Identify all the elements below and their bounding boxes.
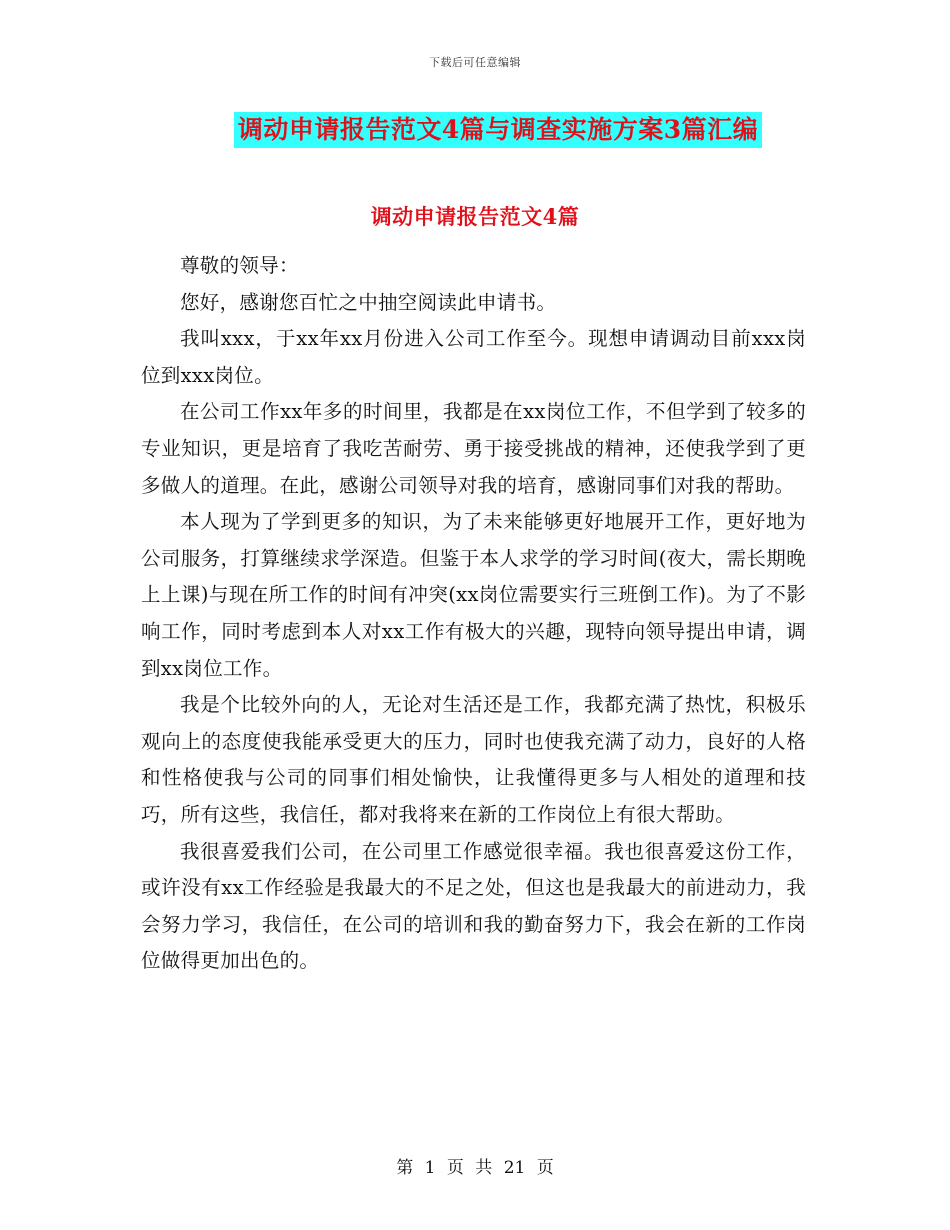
greeting-paragraph: 您好，感谢您百忙之中抽空阅读此申请书。 — [180, 290, 557, 314]
body-paragraph: 本人现为了学到更多的知识，为了未来能够更好地展开工作，更好地为公司服务，打算继续求学深造。但鉴于本人求学的学习时间(夜大，需长期晚上上课)与现在所工作的时间有冲突(xx岗位需要实行三班倒工作)。为了不影响工作，同时考虑到本人对xx工作有极大的兴趣，现特向领导提出申请，调到xx岗位工作。 — [141, 510, 806, 680]
section-title: 调动申请报告范文4篇 — [370, 204, 580, 229]
main-title: 调动申请报告范文4篇与调查实施方案3篇汇编 — [234, 112, 762, 148]
salutation: 尊敬的领导： — [180, 254, 299, 277]
body-paragraph: 在公司工作xx年多的时间里，我都是在xx岗位工作，不但学到了较多的专业知识，更是培育了我吃苦耐劳、勇于接受挑战的精神，还使我学到了更多做人的道理。在此，感谢公司领导对我的培育，感谢同事们对我的帮助。 — [141, 400, 806, 497]
body-paragraph: 我叫xxx，于xx年xx月份进入公司工作至今。现想申请调动目前xxx岗位到xxx岗位。 — [141, 327, 806, 387]
page-footer: 第 1 页 共 21 页 — [396, 1158, 554, 1178]
body-paragraph: 我是个比较外向的人，无论对生活还是工作，我都充满了热忱，积极乐观向上的态度使我能承受更大的压力，同时也使我充满了动力，良好的人格和性格使我与公司的同事们相处愉快，让我懂得更多与人相处的道理和技巧，所有这些，我信任，都对我将来在新的工作岗位上有很大帮助。 — [141, 693, 806, 826]
header-note: 下载后可任意编辑 — [429, 56, 521, 69]
body-paragraph: 我很喜爱我们公司，在公司里工作感觉很幸福。我也很喜爱这份工作，或许没有xx工作经验是我最大的不足之处，但这也是我最大的前进动力，我会努力学习，我信任，在公司的培训和我的勤奋努力下，我会在新的工作岗位做得更加出色的。 — [141, 839, 806, 973]
main-title-container — [0, 112, 950, 148]
document-body — [141, 248, 806, 980]
